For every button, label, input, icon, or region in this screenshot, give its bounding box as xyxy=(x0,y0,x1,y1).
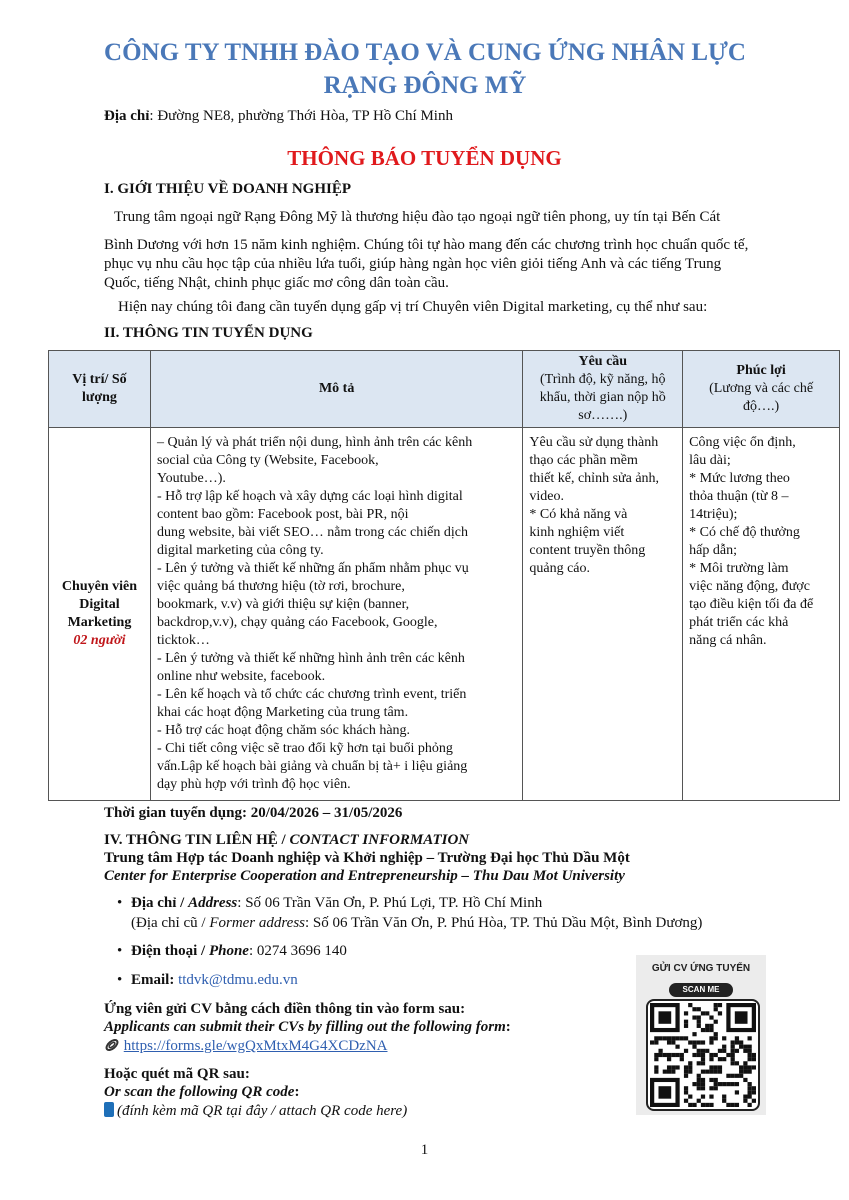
benefit-line: Công việc ổn định, xyxy=(689,435,796,450)
position-cell xyxy=(49,428,151,801)
scan-me-badge: SCAN ME xyxy=(669,983,733,997)
address-label-en: Address xyxy=(188,895,238,911)
address-label: Địa chỉ xyxy=(104,108,150,124)
phone-label-vi: Điện thoại / xyxy=(131,943,209,959)
contact-phone xyxy=(131,943,347,960)
description-line: - Chi tiết công việc sẽ trao đổi kỹ hơn tại buổi phỏng xyxy=(156,741,453,756)
col-position-line2: lượng xyxy=(82,390,117,405)
benefit-line: * Môi trường làm xyxy=(689,561,789,576)
position-quantity: 02 người xyxy=(73,633,126,648)
description-line: digital marketing của công ty. xyxy=(156,543,324,558)
position-line2: Digital xyxy=(79,597,120,612)
intro-line-4: Quốc, tiếng Nhật, chinh phục giấc mơ công dân toàn cầu. xyxy=(104,275,449,291)
qr-card-title: GỬI CV ỨNG TUYỂN xyxy=(651,963,751,974)
benefit-line: lâu dài; xyxy=(689,453,731,468)
email-label: Email: xyxy=(131,972,175,988)
qr-line-en-text: Or scan the following QR code xyxy=(104,1084,295,1100)
col-requirements-sub3: sơ…….) xyxy=(578,408,628,423)
requirement-line: quảng cáo. xyxy=(529,561,591,576)
benefit-line: 14triệu); xyxy=(689,507,738,522)
intro-line-2: Bình Dương với hơn 15 năm kinh nghiệm. Chúng tôi tự hào mang đến các chương trình học chuẩn quốc tế, xyxy=(104,237,749,253)
description-line: - Lên ý tưởng và thiết kế những ấn phẩm nhằm phục vụ xyxy=(156,561,469,576)
company-address xyxy=(104,108,453,125)
benefit-line: thỏa thuận (từ 8 – xyxy=(689,489,789,504)
benefit-line: phát triển các khả xyxy=(689,615,789,630)
benefit-line: * Có chế độ thưởng xyxy=(689,525,800,540)
description-line: - Hỗ trợ các hoạt động chăm sóc khách hàng. xyxy=(156,723,411,738)
col-benefits-title: Phúc lợi xyxy=(736,363,786,378)
paperclip-icon xyxy=(104,1037,120,1053)
table-header-row xyxy=(49,351,840,428)
requirement-line: content truyền thông xyxy=(529,543,646,558)
form-line-en-text: Applicants can submit their CVs by filling out the following form xyxy=(104,1019,506,1035)
col-description: Mô tả xyxy=(150,351,522,428)
recruit-heading: II. THÔNG TIN TUYỂN DỤNG xyxy=(104,325,313,341)
requirements-cell xyxy=(523,428,683,801)
description-line: việc quảng bá thương hiệu (tờ rơi, brochure, xyxy=(156,579,405,594)
description-line: - Lên ý tưởng và thiết kế những hình ảnh trên các kênh xyxy=(156,651,465,666)
benefit-line: tạo điều kiện tối đa để xyxy=(689,597,814,612)
col-benefits-sub2: độ….) xyxy=(743,399,780,414)
intro-para-2: Hiện nay chúng tôi đang cần tuyển dụng gấp vị trí Chuyên viên Digital marketing, cụ thể như sau: xyxy=(118,299,708,315)
center-name-en: Center for Enterprise Cooperation and Entrepreneurship – Thu Dau Mot University xyxy=(104,868,625,884)
qr-card[interactable] xyxy=(636,955,766,1115)
company-name-line1: CÔNG TY TNHH ĐÀO TẠO VÀ CUNG ỨNG NHÂN LỰC xyxy=(104,39,746,66)
old-address-pre: (Địa chỉ cũ / xyxy=(131,915,210,931)
description-line: ticktok… xyxy=(156,633,210,648)
requirement-line: * Có khả năng và xyxy=(529,507,628,522)
email-link[interactable]: ttdvk@tdmu.edu.vn xyxy=(178,972,298,988)
benefit-line: việc năng động, được xyxy=(689,579,810,594)
description-line: - Lên kế hoạch và tổ chức các chương trình event, triển xyxy=(156,687,467,702)
col-benefits-sub1: (Lương và các chế xyxy=(709,381,814,396)
form-line-colon: : xyxy=(505,1019,511,1035)
requirement-line: thiết kế, chỉnh sửa ảnh, xyxy=(529,471,660,486)
description-line: backdrop,v.v), chạy quảng cáo Facebook, Google, xyxy=(156,615,438,630)
qr-line-vi: Hoặc quét mã QR sau: xyxy=(104,1066,250,1082)
description-line: dung website, bài viết SEO… nằm trong các chiến dịch xyxy=(156,525,468,540)
table-row xyxy=(49,428,840,801)
description-line: khai các hoạt động Marketing của trung tâm. xyxy=(156,705,409,720)
contact-email xyxy=(131,972,298,989)
requirement-line: kinh nghiệm viết xyxy=(529,525,625,540)
phone-icon xyxy=(104,1102,114,1117)
recruitment-table xyxy=(48,350,840,801)
description-line: content bao gồm: Facebook post, bài PR, nội xyxy=(156,507,409,522)
intro-heading: I. GIỚI THIỆU VỀ DOANH NGHIỆP xyxy=(104,181,351,197)
benefits-cell xyxy=(683,428,840,801)
center-name-vi: Trung tâm Hợp tác Doanh nghiệp và Khởi nghiệp – Trường Đại học Thủ Dầu Một xyxy=(104,850,630,866)
col-benefits xyxy=(683,351,840,428)
contact-heading-vi: IV. THÔNG TIN LIÊN HỆ / xyxy=(104,832,290,848)
phone-label-en: Phone xyxy=(208,943,249,959)
contact-heading-en: CONTACT INFORMATION xyxy=(289,832,470,848)
company-name-line2: RẠNG ĐÔNG MỸ xyxy=(323,72,527,99)
description-line: Youtube…). xyxy=(156,471,226,486)
col-requirements-sub1: (Trình độ, kỹ năng, hộ xyxy=(540,372,666,387)
notice-title: THÔNG BÁO TUYỂN DỤNG xyxy=(287,146,562,170)
description-line: social của Công ty (Website, Facebook, xyxy=(156,453,379,468)
requirement-line: thạo các phần mềm xyxy=(529,453,638,468)
description-cell xyxy=(150,428,522,801)
qr-line-colon: : xyxy=(294,1084,300,1100)
form-link-row xyxy=(104,1037,388,1057)
phone-value: : 0274 3696 140 xyxy=(248,943,347,959)
col-position xyxy=(49,351,151,428)
contact-old-address xyxy=(131,914,702,934)
col-requirements-title: Yêu cầu xyxy=(578,354,628,369)
position-line3: Marketing xyxy=(67,615,132,630)
form-line-en xyxy=(104,1019,511,1036)
qr-line-en xyxy=(104,1084,299,1101)
address-value: : Số 06 Trần Văn Ơn, P. Phú Lợi, TP. Hồ Chí Minh xyxy=(237,895,543,911)
description-line: bookmark, v.v) và giới thiệu sự kiện (banner, xyxy=(156,597,410,612)
qr-note-row xyxy=(104,1102,407,1122)
benefit-line: hấp dẫn; xyxy=(689,543,737,558)
address-label-vi: Địa chỉ / xyxy=(131,895,189,911)
description-line: online như website, facebook. xyxy=(156,669,326,684)
description-line: vấn.Lập kế hoạch bài giảng và chuẩn bị tà+ i liệu giảng xyxy=(156,759,468,774)
contact-address xyxy=(131,895,542,912)
address-value: : Đường NE8, phường Thới Hòa, TP Hồ Chí Minh xyxy=(149,108,453,124)
form-line-vi: Ứng viên gửi CV bằng cách điền thông tin vào form sau: xyxy=(104,1001,466,1017)
company-name xyxy=(60,36,790,102)
old-address-label-en: Former address xyxy=(209,915,306,931)
benefit-line: năng cá nhân. xyxy=(689,633,767,648)
requirement-line: video. xyxy=(529,489,564,504)
description-line: - Hỗ trợ lập kế hoạch và xây dựng các loại hình digital xyxy=(156,489,463,504)
intro-line-3: phục vụ nhu cầu học tập của nhiều lứa tuổi, giúp hàng ngàn học viên giỏi tiếng Anh và các tiếng Trung xyxy=(104,256,722,272)
col-position-line1: Vị trí/ Số xyxy=(72,372,127,387)
col-requirements-sub2: khẩu, thời gian nộp hồ xyxy=(539,390,666,405)
qr-code-icon xyxy=(646,999,760,1111)
old-address-value: : Số 06 Trần Văn Ơn, P. Phú Hòa, TP. Thủ Dầu Một, Bình Dương) xyxy=(305,915,703,931)
requirement-line: Yêu cầu sử dụng thành xyxy=(529,435,659,450)
recruit-period: Thời gian tuyển dụng: 20/04/2026 – 31/05/2026 xyxy=(104,805,403,821)
description-line: – Quản lý và phát triển nội dung, hình ảnh trên các kênh xyxy=(156,435,473,450)
col-requirements xyxy=(523,351,683,428)
page-number: 1 xyxy=(420,1142,429,1158)
intro-line-1: Trung tâm ngoại ngữ Rạng Đông Mỹ là thương hiệu đào tạo ngoại ngữ tiên phong, uy tín tại Bến Cát xyxy=(114,209,721,225)
qr-note: (đính kèm mã QR tại đây / attach QR code here) xyxy=(117,1103,408,1119)
benefit-line: * Mức lương theo xyxy=(689,471,790,486)
position-line1: Chuyên viên xyxy=(61,579,137,594)
contact-heading xyxy=(104,832,469,849)
form-url-link[interactable]: https://forms.gle/wgQxMtxM4G4XCDzNA xyxy=(123,1038,388,1054)
description-line: dạy phù hợp với trình độ học viên. xyxy=(156,777,351,792)
